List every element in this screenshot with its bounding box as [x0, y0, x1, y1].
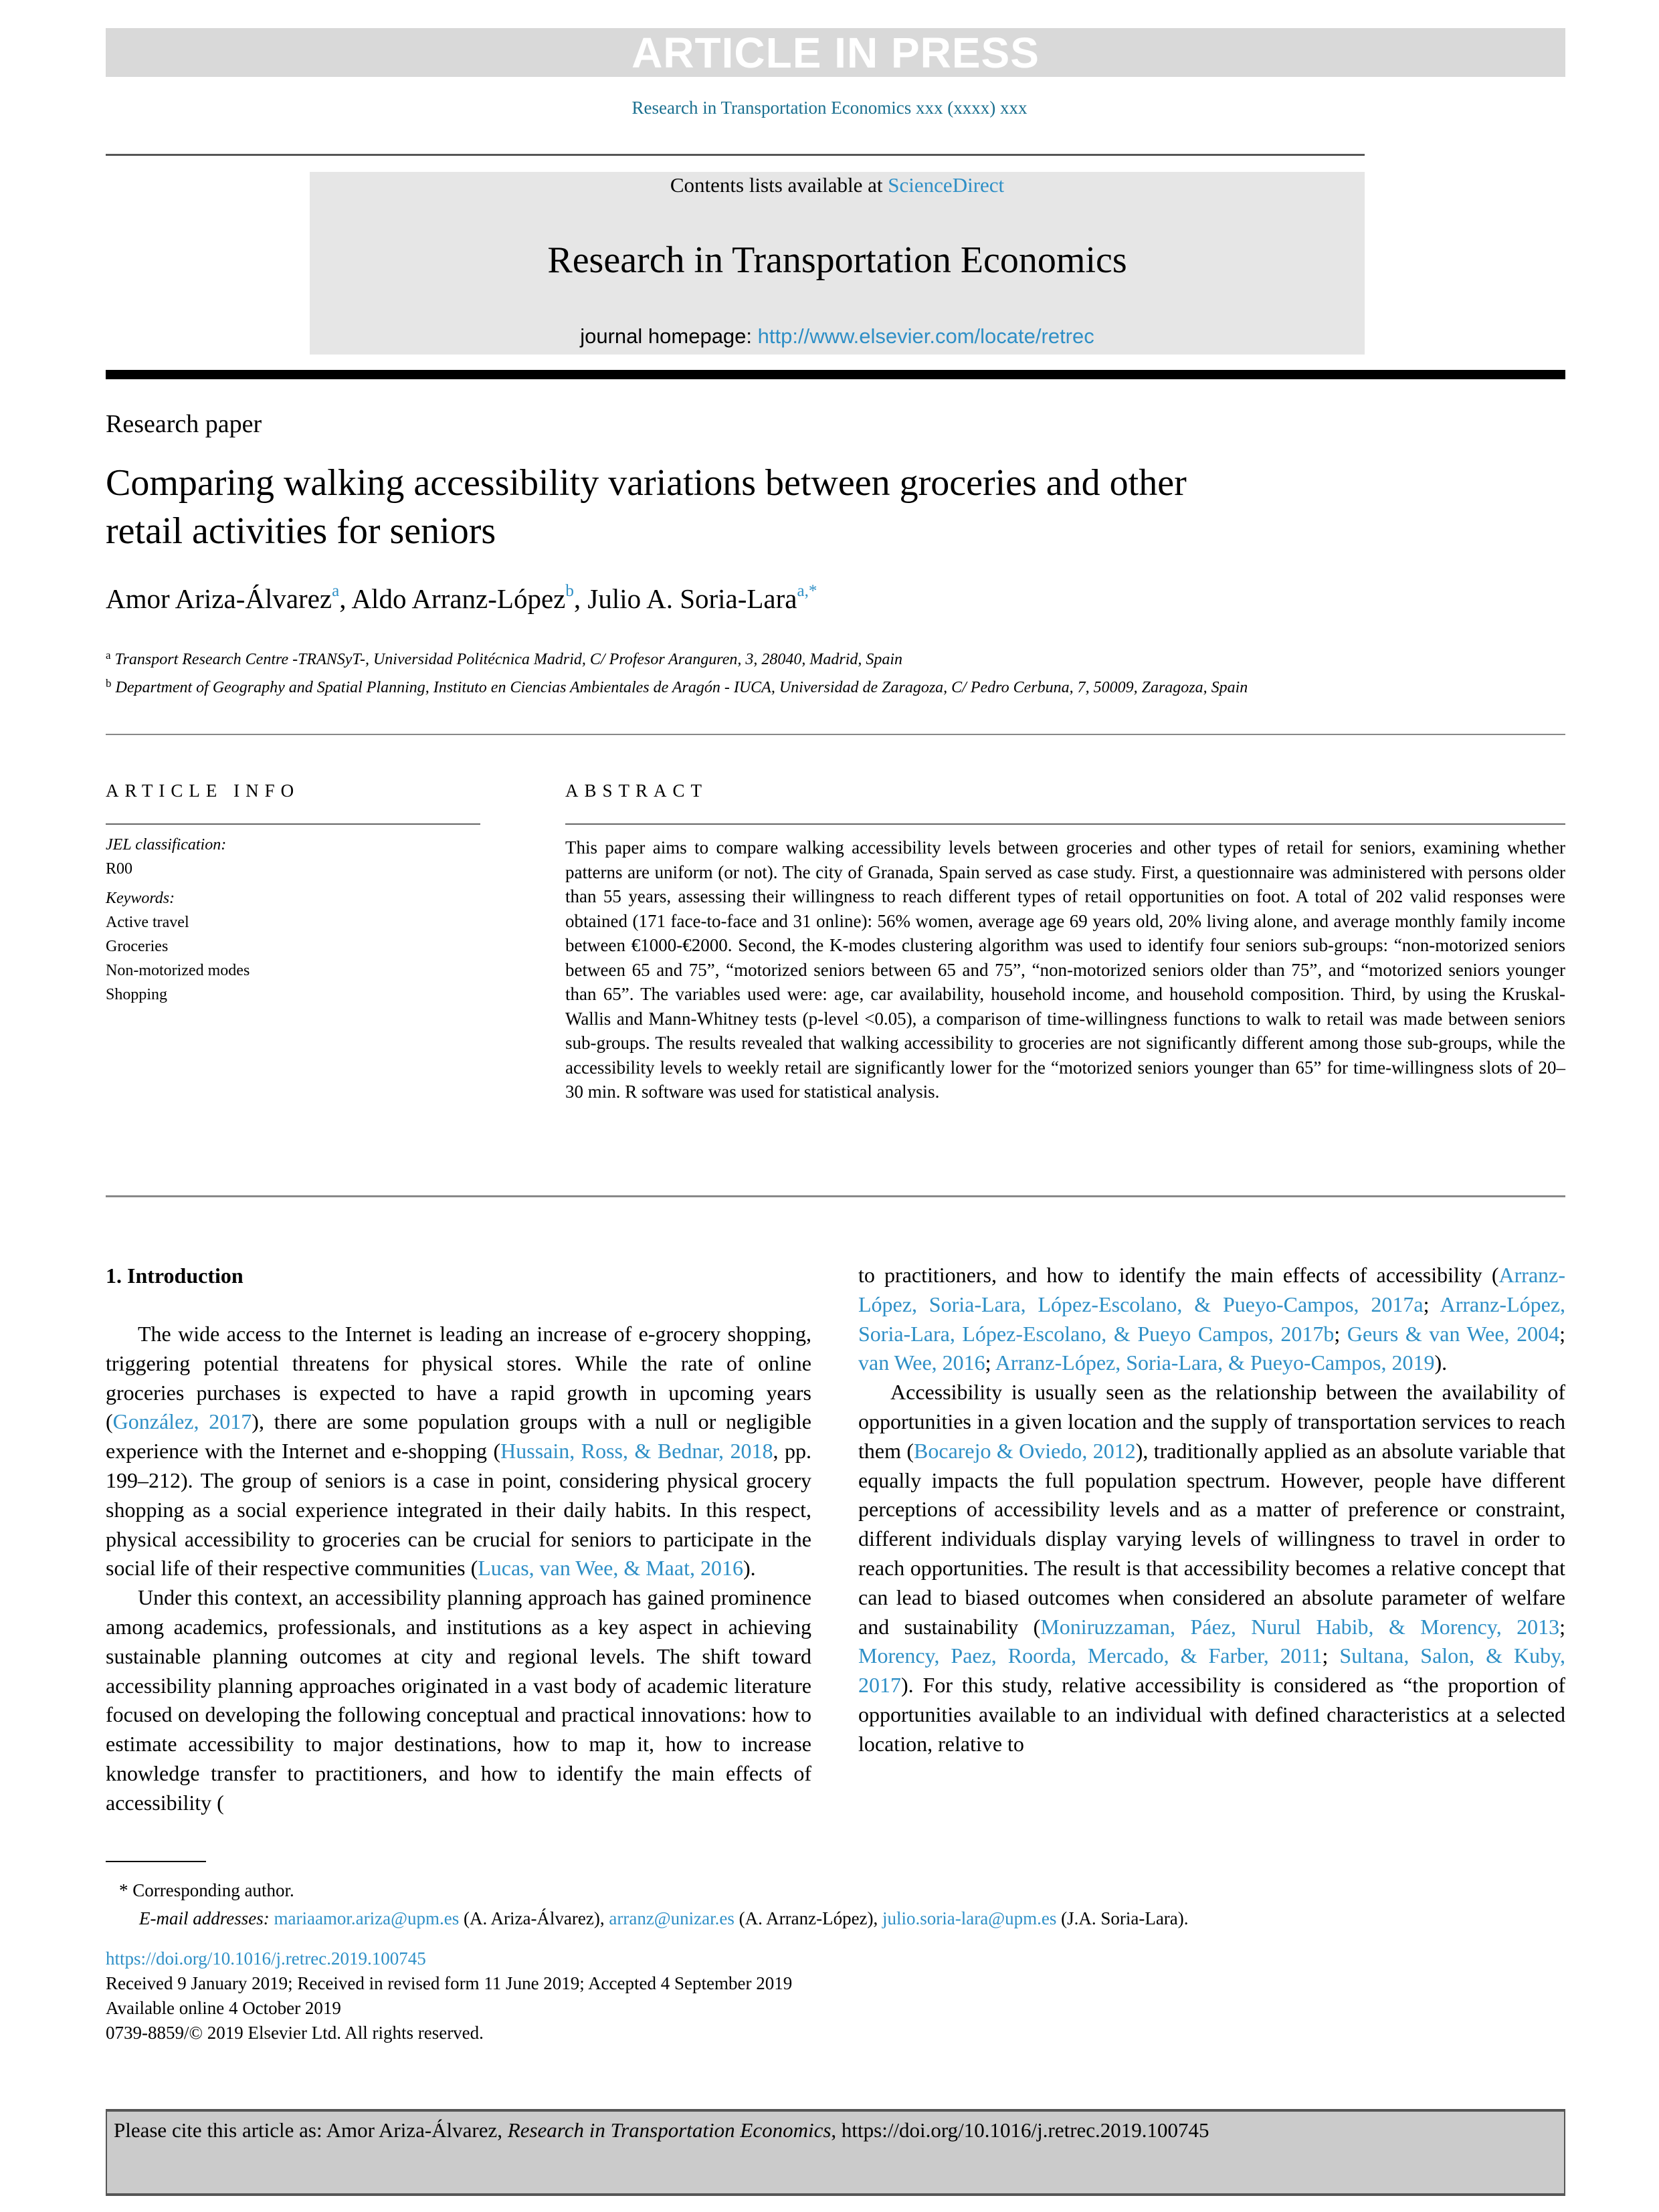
citation-link[interactable]: Arranz-López, Soria-Lara, López-Escolano, & Pueyo-Campos, 2017a [858, 1263, 1565, 1316]
article-info [106, 833, 480, 1007]
title-line: retail activities for seniors [106, 510, 496, 552]
section-heading: 1. Introduction [106, 1264, 243, 1288]
keyword: Shopping [106, 986, 168, 1003]
paragraph: Accessibility is usually seen as the relationship between the availability of opportunities in a given location and the supply of transportation services to reach them (Bocarejo & Oviedo, 2012), traditionally applied as an absolute variable that equally impacts the full population spectrum. However, people have different perceptions of accessibility levels and as a matter of preference or constraint, different individuals display varying levels of willingness to travel in order to reach opportunities. The result is that accessibility becomes a relative concept that can lead to biased outcomes when considered an absolute parameter of welfare and sustainability (Moniruzzaman, Páez, Nurul Habib, & Morency, 2013; Morency, Paez, Roorda, Mercado, & Farber, 2011; Sultana, Salon, & Kuby, 2017). For this study, relative accessibility is considered as “the proportion of opportunities available to an individual with defined characteristics at a selected location, relative to [858, 1380, 1566, 1756]
doi-link[interactable]: https://doi.org/10.1016/j.retrec.2019.100745 [106, 1948, 426, 1969]
author-name: Amor Ariza-Álvarez [106, 583, 332, 614]
citation-link[interactable]: Lucas, van Wee, & Maat, 2016 [478, 1556, 743, 1581]
citation-link[interactable]: Arranz-López, Soria-Lara, López-Escolano, & Pueyo Campos, 2017b [858, 1292, 1566, 1346]
author-name: Aldo Arranz-López [351, 583, 566, 614]
journal-reference: Research in Transportation Economics xxx (xxxx) xxx [631, 98, 1028, 118]
abstract-heading: ABSTRACT [565, 781, 708, 801]
separator: , [573, 583, 588, 614]
affiliation-link[interactable]: a,* [797, 582, 817, 600]
contents-line [310, 172, 1365, 199]
divider [106, 1195, 1565, 1197]
article-info-heading: ARTICLE INFO [106, 781, 300, 801]
cite-box [106, 2109, 1565, 2196]
divider [106, 823, 480, 825]
header-thick-rule [106, 370, 1565, 379]
divider [106, 154, 1365, 156]
citation-link[interactable]: Sultana, Salon, & Kuby, 2017 [858, 1643, 1566, 1698]
homepage-link[interactable]: http://www.elsevier.com/locate/retrec [757, 324, 1094, 348]
keyword: Active travel [106, 914, 189, 931]
jel-label: JEL classification: [106, 836, 227, 853]
affiliation [106, 672, 1377, 700]
affiliation-link[interactable]: a [332, 582, 340, 600]
citation-link[interactable]: Hussain, Ross, & Bednar, 2018 [500, 1439, 773, 1464]
homepage-label: journal homepage: [580, 324, 758, 348]
cite-journal: Research in Transportation Economics [507, 2118, 832, 2142]
publication-info [106, 1946, 1564, 2045]
cite-prefix: Please cite this article as: Amor Ariza-Álvarez, [114, 2118, 508, 2142]
citation-link[interactable]: Moniruzzaman, Páez, Nurul Habib, & Morency, 2013 [1040, 1614, 1560, 1639]
citation-link[interactable]: Morency, Paez, Roorda, Mercado, & Farber, 2011 [858, 1643, 1323, 1668]
copyright: 0739-8859/© 2019 Elsevier Ltd. All rights reserved. [106, 2023, 484, 2043]
article-title [106, 459, 1377, 555]
article-in-press-banner: ARTICLE IN PRESS [106, 28, 1565, 77]
jel-value: R00 [106, 860, 133, 878]
body-column-left [106, 1261, 811, 1847]
citation-link[interactable]: Arranz-López, Soria-Lara, & Pueyo-Campos, 2019 [995, 1350, 1435, 1375]
affiliation-text: Transport Research Centre -TRANSyT-, Universidad Politécnica Madrid, C/ Profesor Aranguren, 3, 28040, Madrid, Spain [114, 651, 903, 668]
article-type: Research paper [106, 410, 262, 438]
footnote-rule [106, 1861, 206, 1862]
email-link[interactable]: arranz@unizar.es [609, 1908, 735, 1928]
title-line: Comparing walking accessibility variations between groceries and other [106, 462, 1187, 504]
keyword: Groceries [106, 938, 169, 955]
affiliation [106, 643, 1377, 672]
journal-masthead [310, 172, 1365, 355]
body-column-right [858, 1261, 1565, 1759]
author-name: Julio A. Soria-Lara [587, 583, 797, 614]
paragraph: Under this context, an accessibility planning approach has gained prominence among academics, professionals, and institutions as a key aspect in achieving sustainable planning outcomes at city and regional levels. The shift toward accessibility planning approaches originated in a vast body of academic literature focused on developing the following conceptual and practical innovations: how to estimate accessibility to major destinations, how to map it, how to increase knowledge transfer to practitioners, and how to identify the main effects of accessibility ( [106, 1585, 811, 1815]
citation-link[interactable]: van Wee, 2016 [858, 1350, 985, 1375]
divider [106, 734, 1565, 735]
footnotes [106, 1876, 1564, 1932]
paragraph-continued: to practitioners, and how to identify the main effects of accessibility (Arranz-López, Soria-Lara, López-Escolano, & Pueyo-Campos, 2017a; Arranz-López, Soria-Lara, López-Escolano, & Pueyo Campos, 2017b; Geurs & van Wee, 2004; van Wee, 2016; Arranz-López, Soria-Lara, & Pueyo-Campos, 2019). [858, 1263, 1566, 1375]
keyword: Non-motorized modes [106, 962, 250, 979]
email-label: E-mail addresses: [139, 1908, 274, 1928]
paragraph: The wide access to the Internet is leading an increase of e-grocery shopping, triggering potential threatens for physical stores. While the rate of online groceries purchases is expected to have a rapid growth in upcoming years (González, 2017), there are some population groups with a null or negligible experience with the Internet and e-shopping (Hussain, Ross, & Bednar, 2018, pp. 199–212). The group of seniors is a case in point, considering physical grocery shopping as a social experience integrated in their daily habits. In this respect, physical accessibility to groceries can be crucial for seniors to participate in the social life of their respective communities (Lucas, van Wee, & Maat, 2016). [106, 1322, 812, 1581]
cite-doi: , https://doi.org/10.1016/j.retrec.2019.100745 [831, 2118, 1209, 2142]
affiliation-link[interactable]: b [565, 582, 574, 600]
email-link[interactable]: mariaamor.ariza@upm.es [274, 1908, 460, 1928]
citation-link[interactable]: González, 2017 [112, 1409, 252, 1434]
affiliation-mark: b [106, 677, 112, 690]
author-list [106, 582, 817, 615]
email-link[interactable]: julio.soria-lara@upm.es [882, 1908, 1057, 1928]
citation-link[interactable]: Geurs & van Wee, 2004 [1347, 1321, 1560, 1346]
journal-homepage [310, 324, 1365, 348]
journal-title: Research in Transportation Economics [547, 239, 1127, 281]
abstract-text: This paper aims to compare walking accessibility levels between groceries and other types of retail for seniors, examining whether patterns are uniform (or not). The city of Granada, Spain served as case study. First, a questionnaire was administered with persons older than 55 years, assessing their willingness to reach different types of retail opportunities on foot. A total of 202 valid responses were obtained (171 face-to-face and 31 online): 56% women, average age 69 years old, 20% living alone, and average monthly family income between €1000-€2000. Second, the K-modes clustering algorithm was used to identify four seniors sub-groups: “non-motorized seniors between 65 and 75”, “motorized seniors between 65 and 75”, “non-motorized seniors older than 75”, and “motorized seniors younger than 65”. The variables used were: age, car availability, household income, and household composition. Third, by using the Kruskal-Wallis and Mann-Whitney tests (p-level <0.05), a comparison of time-willingness functions to walk to retail was made between seniors sub-groups. The results revealed that walking accessibility to groceries are not significantly different among those sub-groups, while the accessibility levels to weekly retail are significantly lower for the “motorized seniors younger than 65” for time-willingness slots of 20–30 min. R software was used for statistical analysis. [565, 837, 1565, 1102]
affiliation-text: Department of Geography and Spatial Planning, Instituto en Ciencias Ambientales de Aragón - IUCA, Universidad de Zaragoza, C/ Pedro Cerbuna, 7, 50009, Zaragoza, Spain [115, 679, 1248, 696]
contents-label: Contents lists available at [670, 173, 888, 197]
keywords-label: Keywords: [106, 890, 175, 907]
citation-link[interactable]: Bocarejo & Oviedo, 2012 [914, 1438, 1136, 1463]
separator: , [339, 583, 352, 614]
available-online: Available online 4 October 2019 [106, 1998, 341, 2018]
corresponding-author-note: * Corresponding author. [119, 1880, 294, 1900]
affiliation-mark: a [106, 649, 111, 662]
sciencedirect-link[interactable]: ScienceDirect [888, 173, 1005, 197]
email-addresses: E-mail addresses: mariaamor.ariza@upm.es (A. Ariza-Álvarez), arranz@unizar.es (A. Arranz-López), julio.soria-lara@upm.es (J.A. Soria-Lara). [139, 1908, 1189, 1928]
affiliations [106, 643, 1377, 700]
received-dates: Received 9 January 2019; Received in revised form 11 June 2019; Accepted 4 September 2019 [106, 1973, 793, 1993]
divider [565, 823, 1565, 825]
